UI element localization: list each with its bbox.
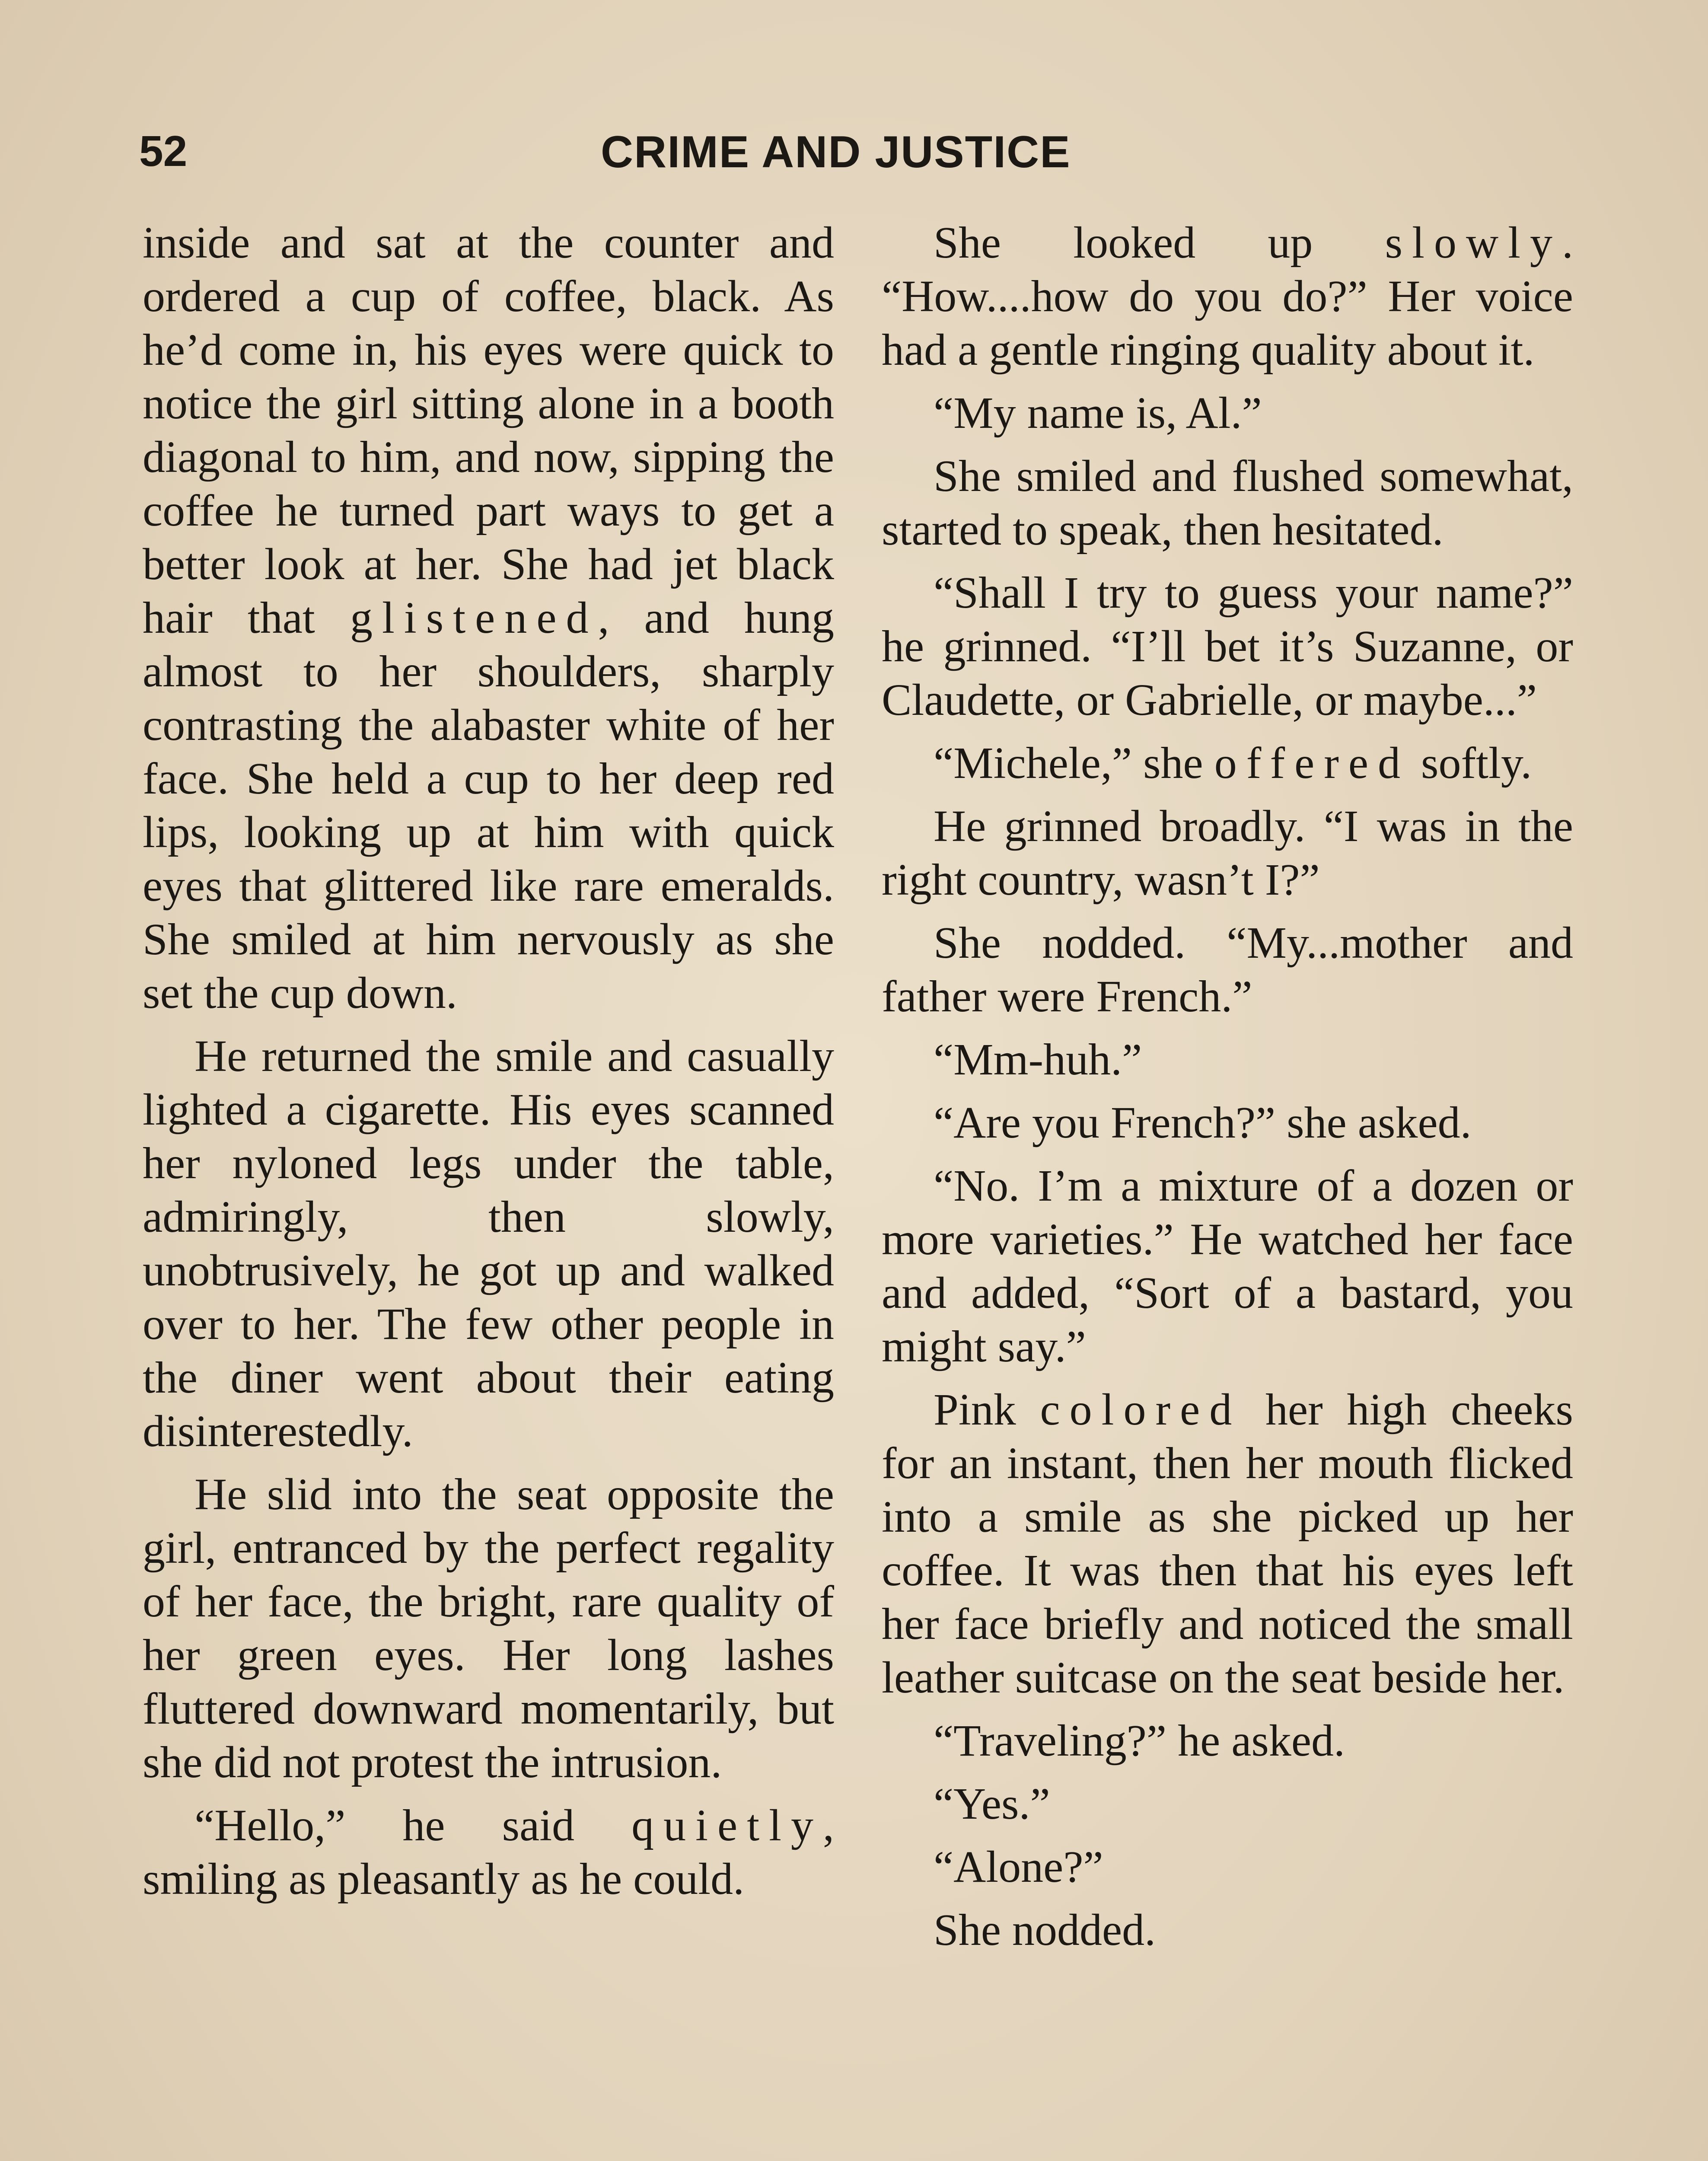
spaced-word: quietly	[631, 1801, 823, 1850]
paragraph: “Traveling?” he asked.	[934, 1716, 1345, 1766]
text-run: “Hello,” he said	[194, 1801, 632, 1850]
paragraph: “Are you French?” she asked.	[934, 1098, 1472, 1147]
left-column	[143, 216, 834, 1916]
paragraph: He returned the smile and casually lighted a cigarette. His eyes scanned her nyloned legs under the table, admiringly, then slowly, unobtrusively, he got up and walked over to her. The few other people in the diner went about their eating disinterestedly.	[143, 1031, 834, 1456]
paragraph: She nodded. “My...mother and father were French.”	[882, 918, 1573, 1021]
paragraph: She smiled and flushed somewhat, started to speak, then hesitated.	[882, 451, 1573, 555]
spaced-word: slowly	[1385, 218, 1562, 268]
paragraph	[882, 1383, 1573, 1705]
paragraph	[143, 1799, 834, 1906]
paragraph: He grinned broadly. “I was in the right country, wasn’t I?”	[882, 801, 1573, 905]
paragraph: He slid into the seat opposite the girl, entranced by the perfect regality of her face, the bright, rare quality of her green eyes. Her long lashes fluttered downward momentarily, but she did not protest the intrusion.	[143, 1469, 834, 1787]
paragraph: “Yes.”	[934, 1779, 1050, 1829]
paragraph: “Mm-huh.”	[934, 1035, 1142, 1084]
paragraph	[143, 216, 834, 1020]
text-run: . “How....how do you do?” Her voice had a gentle ringing quality about it.	[882, 218, 1573, 375]
text-run: her high cheeks for an instant, then her mouth flicked into a smile as she picked up her coffee. It was then that his eyes left her face briefly and noticed the small leather suitcase on the seat beside her.	[882, 1385, 1574, 1702]
right-column	[882, 216, 1573, 1967]
page-number: 52	[139, 127, 188, 175]
paragraph	[882, 736, 1573, 790]
text-run: inside and sat at the counter and ordered a cup of coffee, black. As he’d come in, his eyes were quick to notice the girl sitting alone in a booth diagonal to him, and now, sipping the coffee he turned part ways to get a better look at her. She had jet black hair that	[143, 218, 834, 643]
text-run: She looked up	[934, 218, 1385, 268]
paragraph: She nodded.	[934, 1905, 1156, 1955]
paragraph: “Alone?”	[934, 1842, 1103, 1892]
paragraph	[882, 216, 1573, 377]
text-run: “Michele,” she	[934, 738, 1214, 788]
paragraph: “My name is, Al.”	[934, 388, 1262, 438]
text-run: , and hung almost to her shoulders, sharply contrasting the alabaster white of her face. She held a cup to her deep red lips, looking up at him with quick eyes that glittered like rare emeralds. She smiled at him nervously as she set the cup down.	[143, 593, 834, 1018]
paragraph: “No. I’m a mixture of a dozen or more varieties.” He watched her face and added, “Sort of a bastard, you might say.”	[882, 1161, 1573, 1371]
text-run: , smiling as pleasantly as he could.	[143, 1801, 834, 1904]
spaced-word: glistened	[350, 593, 598, 643]
running-head: CRIME AND JUSTICE	[601, 127, 1071, 177]
text-run: softly.	[1410, 738, 1532, 788]
spaced-word: offered	[1214, 738, 1410, 788]
paragraph: “Shall I try to guess your name?” he grinned. “I’ll bet it’s Suzanne, or Claudette, or Gabrielle, or maybe...”	[882, 568, 1573, 725]
text-run: Pink	[934, 1385, 1040, 1434]
spaced-word: colored	[1040, 1385, 1242, 1434]
